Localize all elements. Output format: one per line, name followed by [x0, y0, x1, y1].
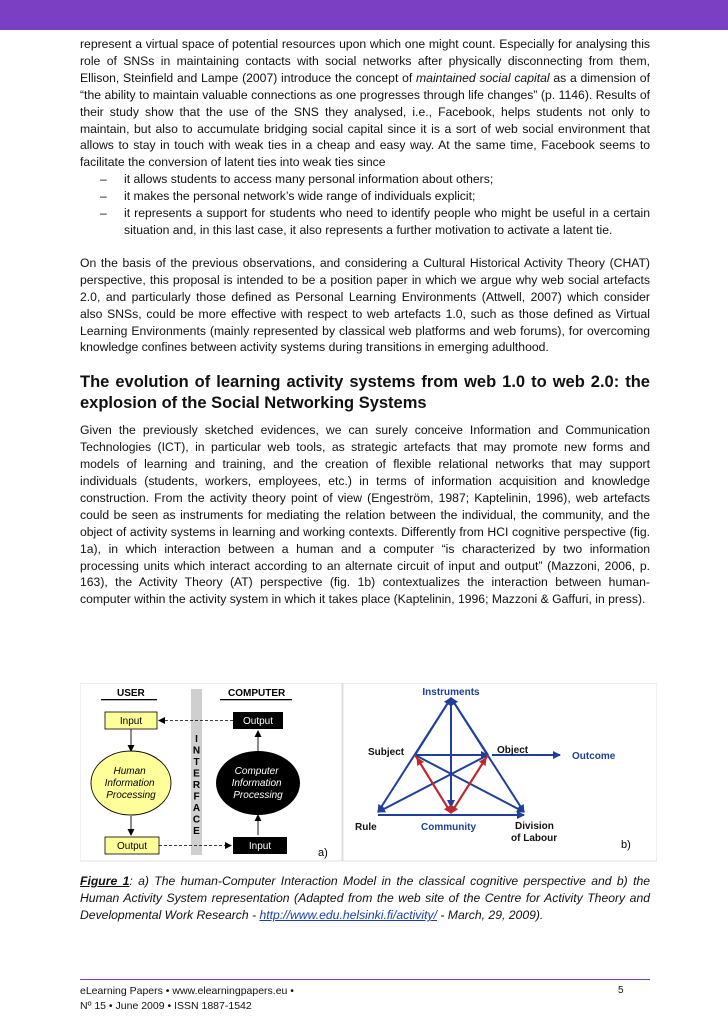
fig-b-instruments: Instruments — [422, 687, 480, 698]
fig-b-object: Object — [497, 745, 529, 756]
dash-marker: – — [100, 189, 107, 204]
dash-marker: – — [100, 206, 107, 221]
section-heading — [80, 372, 650, 414]
fig-a-computer-label: COMPUTER — [228, 688, 286, 699]
paragraph-1-run: as a dimension of “the ability to maintain valuable connections as one progresses through life changes” (p. 1146). Results of their study show that the use of the SNS they analysed, i.e., Facebook, helps students not only to maintain, but also to accumulate bridging social capital since it is a sort of web social environment that allows to stay in touch with weak ties in a cheap and easy way. At the same time, Facebook seems to facilitate the conversion of latent ties into weak ties since — [80, 70, 650, 170]
fig-b-outcome: Outcome — [572, 751, 616, 762]
footer-line-2: Nº 15 • June 2009 • ISSN 1887-1542 — [80, 999, 252, 1012]
page-number: 5 — [618, 985, 624, 996]
interface-letter: N — [192, 745, 201, 757]
paragraph-1-run: maintained social capital — [416, 70, 550, 85]
interface-letter: C — [192, 814, 201, 826]
fig-a-user-label: USER — [117, 688, 145, 699]
interface-letter: I — [195, 734, 198, 745]
interface-letter: E — [193, 826, 200, 837]
interface-letter: R — [192, 780, 201, 791]
header-bar — [0, 0, 728, 30]
heading-line-1: The evolution of learning activity systems from web 1.0 to web 2.0: the — [80, 373, 650, 392]
bullet-text: it makes the personal network’s wide range of individuals explicit; — [124, 189, 476, 204]
article-body — [80, 36, 650, 608]
caption-link[interactable]: http://www.edu.helsinki.fi/activity/ — [259, 908, 437, 923]
caption-text-end: - March, 29, 2009). — [436, 908, 544, 923]
bullet-item — [80, 188, 650, 205]
interface-letter: F — [193, 791, 200, 803]
fig-b-panel-label: b) — [621, 839, 631, 851]
caption-label: Figure 1 — [80, 874, 130, 888]
figure-1 — [80, 683, 657, 863]
fig-b-rule: Rule — [355, 822, 377, 833]
fig-a-input-computer: Input — [248, 841, 272, 852]
footer — [80, 984, 650, 1013]
fig-b-community: Community — [421, 822, 476, 833]
interface-letter: E — [193, 768, 200, 780]
fig-b-division-1: Division — [515, 821, 554, 832]
fig-a-panel-label: a) — [318, 847, 328, 859]
fig-a-computer-text: Computer Information Processing — [231, 766, 283, 801]
interface-letter: T — [193, 757, 200, 768]
fig-b-subject: Subject — [368, 747, 405, 758]
fig-a-human-text: Human Information Processing — [104, 766, 156, 801]
figure-caption — [80, 873, 650, 925]
heading-line-2: explosion of the Social Networking Systems — [80, 394, 427, 413]
paragraph-1 — [80, 36, 650, 171]
figure-b-activity-system — [343, 683, 657, 861]
fig-a-output-user: Output — [116, 841, 148, 852]
fig-b-division-2: of Labour — [511, 833, 558, 844]
caption-text: : a) The human-Computer Interaction Model in the classical cognitive perspective and b) the Human Activity System representation (Adapted from the web site of the Centre for Activity Theory and Developmental Work Research - — [80, 874, 651, 923]
footer-divider — [80, 979, 650, 980]
bullet-item — [80, 205, 650, 239]
dash-marker: – — [100, 172, 107, 187]
bullet-item — [80, 171, 650, 188]
interface-letter: A — [192, 803, 201, 814]
paragraph-3: Given the previously sketched evidences, we can surely conceive Information and Communication Technologies (ICT), in particular web tools, as strategic artefacts that may promote new forms and models of learning and training, and the creation of flexible relational networks that may support individuals (students, workers, employees, etc.) in terms of information acquisition and knowledge construction. From the activity theory point of view (Engeström, 1987; Kaptelinin, 1996), web artefacts could be seen as instruments for mediating the relation between the individual, the community, and the object of activity systems in learning and working contexts. Differently from HCI cognitive perspective (fig. 1a), in which interaction between a human and a computer “is characterized by two information processing units which interact according to an alternate circuit of input and output” (Mazzoni, 2006, p. 163), the Activity Theory (AT) perspective (fig. 1b) contextualizes the interaction between human-computer within the activity system in which it takes place (Kaptelinin, 1996; Mazzoni & Gaffuri, in press). — [80, 423, 650, 607]
bullet-list — [80, 171, 650, 239]
fig-a-input-user: Input — [119, 716, 143, 727]
paragraph-1-run: represent a virtual space of potential resources upon which one might count. Especially for analysing this role of SNSs in maintaining contacts with social networks after physically disconnecting from them, Ellison, Steinfield and Lampe (2007) introduce the concept of — [80, 37, 650, 85]
paragraph-2: On the basis of the previous observations, and considering a Cultural Historical Activity Theory (CHAT) perspective, this proposal is intended to be a position paper in which we argue why web social artefacts 2.0, and particularly those defined as Personal Learning Environments (Attwell, 2007) which consider also SNSs, could be more effective with respect to web artefacts 1.0, such as those defined as Virtual Learning Environments (mainly represented by classical web platforms and web forums), for overcoming knowledge confines between activity systems during transitions in emerging adulthood. — [80, 255, 650, 355]
bullet-text: it represents a support for students who need to identify people who might be useful in a certain situation and, in this last case, it also represents a further motivation to activate a latent tie. — [124, 206, 650, 237]
footer-line-1: eLearning Papers • www.elearningpapers.eu • — [80, 985, 294, 997]
fig-a-output-computer: Output — [242, 716, 274, 727]
figure-a-hci-model — [80, 683, 342, 861]
bullet-text: it allows students to access many personal information about others; — [124, 172, 494, 187]
